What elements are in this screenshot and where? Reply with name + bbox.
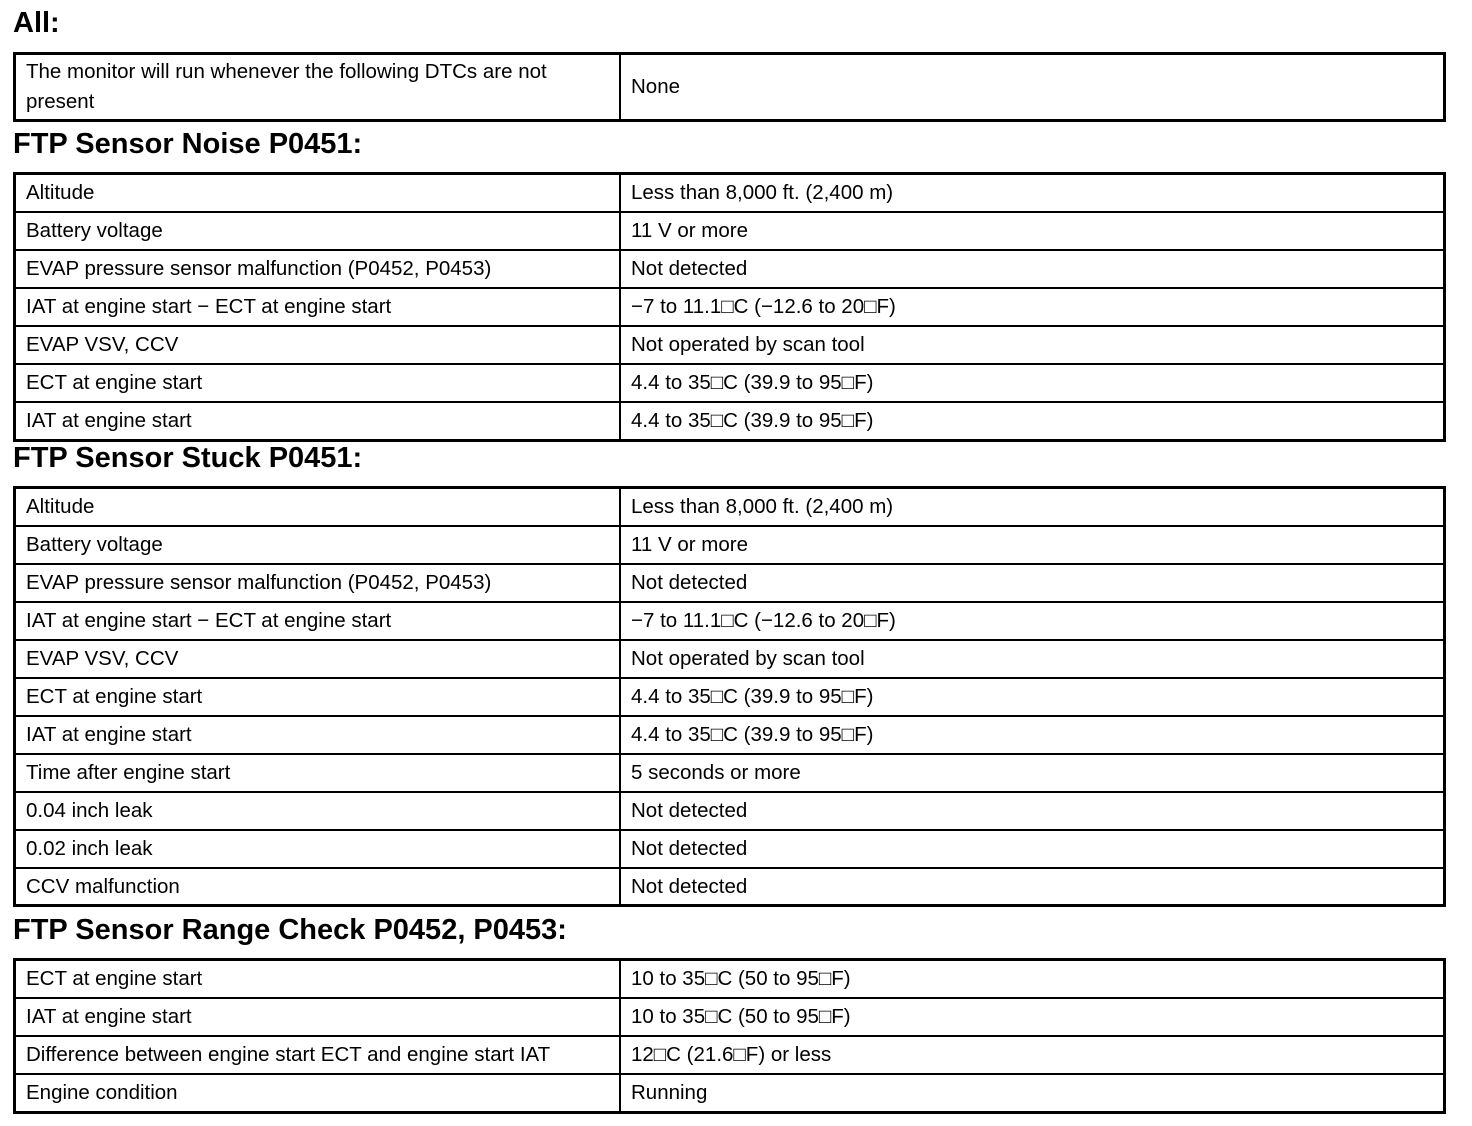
condition-cell: EVAP pressure sensor malfunction (P0452, P0453): [16, 565, 621, 601]
table-row: [16, 831, 1443, 869]
condition-cell: 0.04 inch leak: [16, 793, 621, 829]
table-row: [16, 327, 1443, 365]
condition-cell: IAT at engine start − ECT at engine start: [16, 289, 621, 325]
table-row: [16, 1037, 1443, 1075]
table-row: [16, 869, 1443, 904]
table-row: [16, 961, 1443, 999]
value-cell: Less than 8,000 ft. (2,400 m): [631, 495, 894, 518]
value-cell: −7 to 11.1□C (−12.6 to 20□F): [631, 295, 896, 318]
value-cell: Not detected: [631, 571, 748, 594]
table-row: [16, 365, 1443, 403]
value-cell: Less than 8,000 ft. (2,400 m): [631, 181, 894, 204]
table-all: [13, 52, 1446, 122]
value-cell: None: [631, 75, 681, 98]
value-cell: 12□C (21.6□F) or less: [631, 1043, 832, 1066]
value-cell: Not operated by scan tool: [631, 333, 865, 356]
value-cell: Not detected: [631, 874, 748, 898]
condition-cell: 0.02 inch leak: [16, 831, 621, 867]
value-cell: −7 to 11.1□C (−12.6 to 20□F): [631, 609, 896, 632]
table-row: [16, 289, 1443, 327]
value-cell: 4.4 to 35□C (39.9 to 95□F): [631, 723, 874, 746]
table-row: [16, 55, 1443, 119]
condition-cell: IAT at engine start: [16, 403, 621, 439]
value-cell: 10 to 35□C (50 to 95□F): [631, 1005, 851, 1028]
table-row: [16, 999, 1443, 1037]
condition-cell: Altitude: [16, 489, 621, 525]
value-cell: Not detected: [631, 837, 748, 860]
condition-cell: Battery voltage: [16, 213, 621, 249]
table-row: [16, 641, 1443, 679]
value-cell: 10 to 35□C (50 to 95□F): [631, 967, 851, 990]
condition-cell: EVAP VSV, CCV: [16, 641, 621, 677]
value-cell: 11 V or more: [631, 533, 748, 556]
table-row: [16, 403, 1443, 439]
condition-cell: IAT at engine start − ECT at engine start: [16, 603, 621, 639]
condition-cell: IAT at engine start: [16, 999, 621, 1035]
condition-cell: ECT at engine start: [16, 365, 621, 401]
value-cell: 5 seconds or more: [631, 761, 801, 784]
section-heading-ftp-sensor-stuck: FTP Sensor Stuck P0451:: [13, 442, 363, 474]
table-row: [16, 603, 1443, 641]
table-row: [16, 755, 1443, 793]
table-row: [16, 717, 1443, 755]
table-row: [16, 175, 1443, 213]
condition-cell: Altitude: [16, 175, 621, 211]
value-cell: Not detected: [631, 257, 748, 280]
table-ftp-sensor-noise: [13, 172, 1446, 442]
condition-cell: EVAP pressure sensor malfunction (P0452, P0453): [16, 251, 621, 287]
table-row: [16, 793, 1443, 831]
value-cell: 11 V or more: [631, 219, 748, 242]
value-cell: 4.4 to 35□C (39.9 to 95□F): [631, 409, 874, 432]
table-row: [16, 489, 1443, 527]
condition-cell: Battery voltage: [16, 527, 621, 563]
value-cell: 4.4 to 35□C (39.9 to 95□F): [631, 371, 874, 394]
table-row: [16, 527, 1443, 565]
table-row: [16, 251, 1443, 289]
condition-cell: ECT at engine start: [16, 961, 621, 997]
value-cell: Not operated by scan tool: [631, 647, 865, 670]
table-row: [16, 213, 1443, 251]
condition-cell: Engine condition: [16, 1075, 621, 1111]
condition-cell: CCV malfunction: [16, 869, 621, 904]
table-row: [16, 679, 1443, 717]
table-ftp-sensor-stuck: [13, 486, 1446, 907]
value-cell: 4.4 to 35□C (39.9 to 95□F): [631, 685, 874, 708]
section-heading-ftp-sensor-noise: FTP Sensor Noise P0451:: [13, 128, 363, 160]
table-row: [16, 565, 1443, 603]
condition-cell: ECT at engine start: [16, 679, 621, 715]
table-ftp-sensor-range-check: [13, 958, 1446, 1114]
value-cell: Not detected: [631, 799, 748, 822]
section-heading-all: All:: [13, 7, 60, 39]
section-heading-ftp-sensor-range-check: FTP Sensor Range Check P0452, P0453:: [13, 914, 567, 946]
condition-cell: Difference between engine start ECT and engine start IAT: [16, 1037, 621, 1073]
table-row: [16, 1075, 1443, 1111]
condition-cell: The monitor will run whenever the following DTCs are not present: [16, 55, 621, 119]
condition-cell: EVAP VSV, CCV: [16, 327, 621, 363]
condition-cell: Time after engine start: [16, 755, 621, 791]
condition-cell: IAT at engine start: [16, 717, 621, 753]
value-cell: Running: [631, 1081, 708, 1104]
